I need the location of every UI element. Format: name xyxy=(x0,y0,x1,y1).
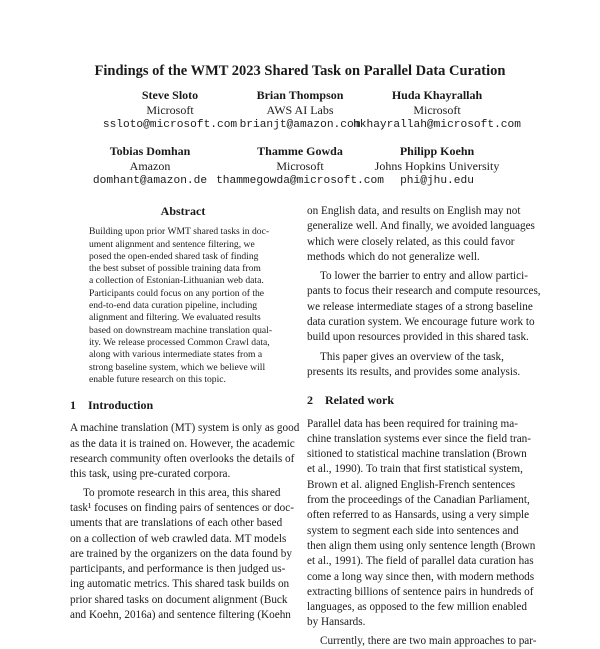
text-line: on a collection of web crawled data. MT models xyxy=(70,532,287,545)
text-line: and Koehn, 2016a) and sentence filtering (Koehn xyxy=(70,609,291,622)
text-line: on English data, and results on English may not xyxy=(307,205,521,217)
section-heading-introduction xyxy=(70,398,296,413)
text-line: system to segment each side into sentences and xyxy=(307,524,519,537)
text-line: A machine translation (MT) system is only as good xyxy=(70,422,300,435)
author-email[interactable]: ssloto@microsoft.com xyxy=(102,119,238,131)
section-heading-related-work xyxy=(307,393,533,408)
text-line: participants, and performance is then judged us- xyxy=(70,563,286,576)
related-paragraph-2 xyxy=(307,634,537,649)
section-number: 2 xyxy=(307,393,313,408)
text-line: build upon resources provided in this shared task. xyxy=(307,331,529,344)
abstract-line: alignment and filtering. We evaluated results xyxy=(89,312,261,324)
text-line: are trained by the organizers on the data found by xyxy=(70,547,292,560)
author-name: Thamme Gowda xyxy=(257,144,343,158)
text-line: presents its results, and provides some analysis. xyxy=(307,365,521,378)
abstract-line: the best subset of possible training data from xyxy=(89,263,261,275)
text-line: come a long way since then, with modern methods xyxy=(307,570,535,583)
text-line: Brown et al. aligned English-French sentences xyxy=(307,478,516,491)
text-line: To promote research in this area, this shared xyxy=(83,486,281,499)
paragraph-overview xyxy=(307,350,533,381)
text-line: prior shared tasks on document alignment (Buck xyxy=(70,593,288,606)
text-line: as the data it is trained on. However, the academic xyxy=(70,437,295,450)
author-name: Steve Sloto xyxy=(141,88,199,102)
abstract-line: ity. We release processed Common Crawl data, xyxy=(89,336,270,348)
abstract-line: based on downstream machine translation qual- xyxy=(89,324,273,336)
abstract-line: end-to-end data curation pipeline, including xyxy=(89,300,258,312)
abstract-line: ument alignment and sentence filtering, we xyxy=(89,238,255,250)
author-name: Tobias Domhan xyxy=(109,144,191,158)
author-email[interactable]: domhant@amazon.de xyxy=(92,175,208,187)
text-line: pants to focus their research and compute resources, xyxy=(307,285,541,298)
abstract-line: enable future research on this topic. xyxy=(89,373,226,385)
author-name: Philipp Koehn xyxy=(399,144,475,158)
text-line: Parallel data has been required for training ma- xyxy=(307,417,518,430)
paper-title: Findings of the WMT 2023 Shared Task on Parallel Data Curation xyxy=(94,63,506,79)
author-name: Brian Thompson xyxy=(256,88,344,102)
author-affiliation: Microsoft xyxy=(413,103,461,117)
text-line: ing automatic metrics. This shared task builds on xyxy=(70,578,290,591)
text-line: which were closely related, as this could favor xyxy=(307,235,515,248)
abstract-heading: Abstract xyxy=(160,204,206,218)
section-number: 1 xyxy=(70,398,76,413)
text-line: To lower the barrier to entry and allow partici- xyxy=(320,270,528,283)
author-affiliation: Microsoft xyxy=(146,103,194,117)
text-line: et al., 1991). The field of parallel data curation has xyxy=(307,555,534,568)
text-line: methods which do not generalize well. xyxy=(307,250,480,263)
author-email[interactable]: phi@jhu.edu xyxy=(400,175,474,187)
paragraph-lower-barrier xyxy=(307,269,541,345)
related-paragraph-1 xyxy=(307,417,536,631)
intro-paragraph-1 xyxy=(70,421,300,482)
text-line: languages, as opposed to the few million enabled xyxy=(307,601,527,614)
text-line: research community often overlooks the details of xyxy=(70,453,295,466)
abstract-line: along with various intermediate states from a xyxy=(89,349,263,361)
abstract-line: strong baseline system, which we believe will xyxy=(89,361,266,373)
text-line: generalize well. And finally, we avoided languages xyxy=(307,220,535,233)
text-line: from the proceedings of the Canadian Parliament, xyxy=(307,494,530,507)
intro-paragraph-2 xyxy=(70,486,296,624)
abstract-line: posed the open-ended shared task of finding xyxy=(89,250,259,262)
author-email[interactable]: thammegowda@microsoft.com xyxy=(216,175,384,187)
text-line: often referred to as Hansards, using a very simple xyxy=(307,509,530,522)
abstract-line: Building upon prior WMT shared tasks in doc- xyxy=(89,226,270,238)
author-affiliation: AWS AI Labs xyxy=(266,103,334,117)
author-name: Huda Khayrallah xyxy=(391,88,483,102)
author-block xyxy=(342,88,532,133)
author-email[interactable]: hkhayrallah@microsoft.com xyxy=(353,119,521,131)
text-line: This paper gives an overview of the task, xyxy=(320,350,504,363)
abstract-line: a collection of Estonian-Lithuanian web data. xyxy=(89,275,264,287)
continued-paragraph xyxy=(307,204,533,265)
text-line: chine translation systems ever since the field tran- xyxy=(307,432,531,445)
author-affiliation: Amazon xyxy=(129,159,171,173)
abstract-body xyxy=(70,226,296,386)
text-line: then align them using only sentence length (Brown xyxy=(307,539,536,552)
section-title: Related work xyxy=(325,393,394,408)
author-block xyxy=(342,144,532,189)
text-line: we release intermediate stages of a strong baseline xyxy=(307,300,533,313)
text-line: Currently, there are two main approaches to par- xyxy=(320,634,537,647)
abstract-line: Participants could focus on any portion of the xyxy=(89,287,265,299)
author-affiliation: Microsoft xyxy=(276,159,324,173)
text-line: extracting billions of sentence pairs in hundreds of xyxy=(307,585,534,598)
right-column xyxy=(307,204,541,649)
author-affiliation: Johns Hopkins University xyxy=(374,159,500,173)
text-line: uments that are translations of each other based xyxy=(70,517,283,530)
section-title: Introduction xyxy=(88,398,154,413)
text-line: by Hansards. xyxy=(307,616,366,629)
text-line: sitioned to statistical machine translation (Brown xyxy=(307,448,527,461)
author-email[interactable]: brianjt@amazon.com xyxy=(239,119,361,131)
text-line: data curation system. We encourage future work to xyxy=(307,316,535,329)
text-line: this task, using pre-curated corpora. xyxy=(70,468,231,481)
left-column xyxy=(70,204,300,623)
text-line: et al., 1990). To train that first statistical system, xyxy=(307,463,523,476)
text-line: task¹ focuses on finding pairs of sentences or doc- xyxy=(70,501,294,514)
